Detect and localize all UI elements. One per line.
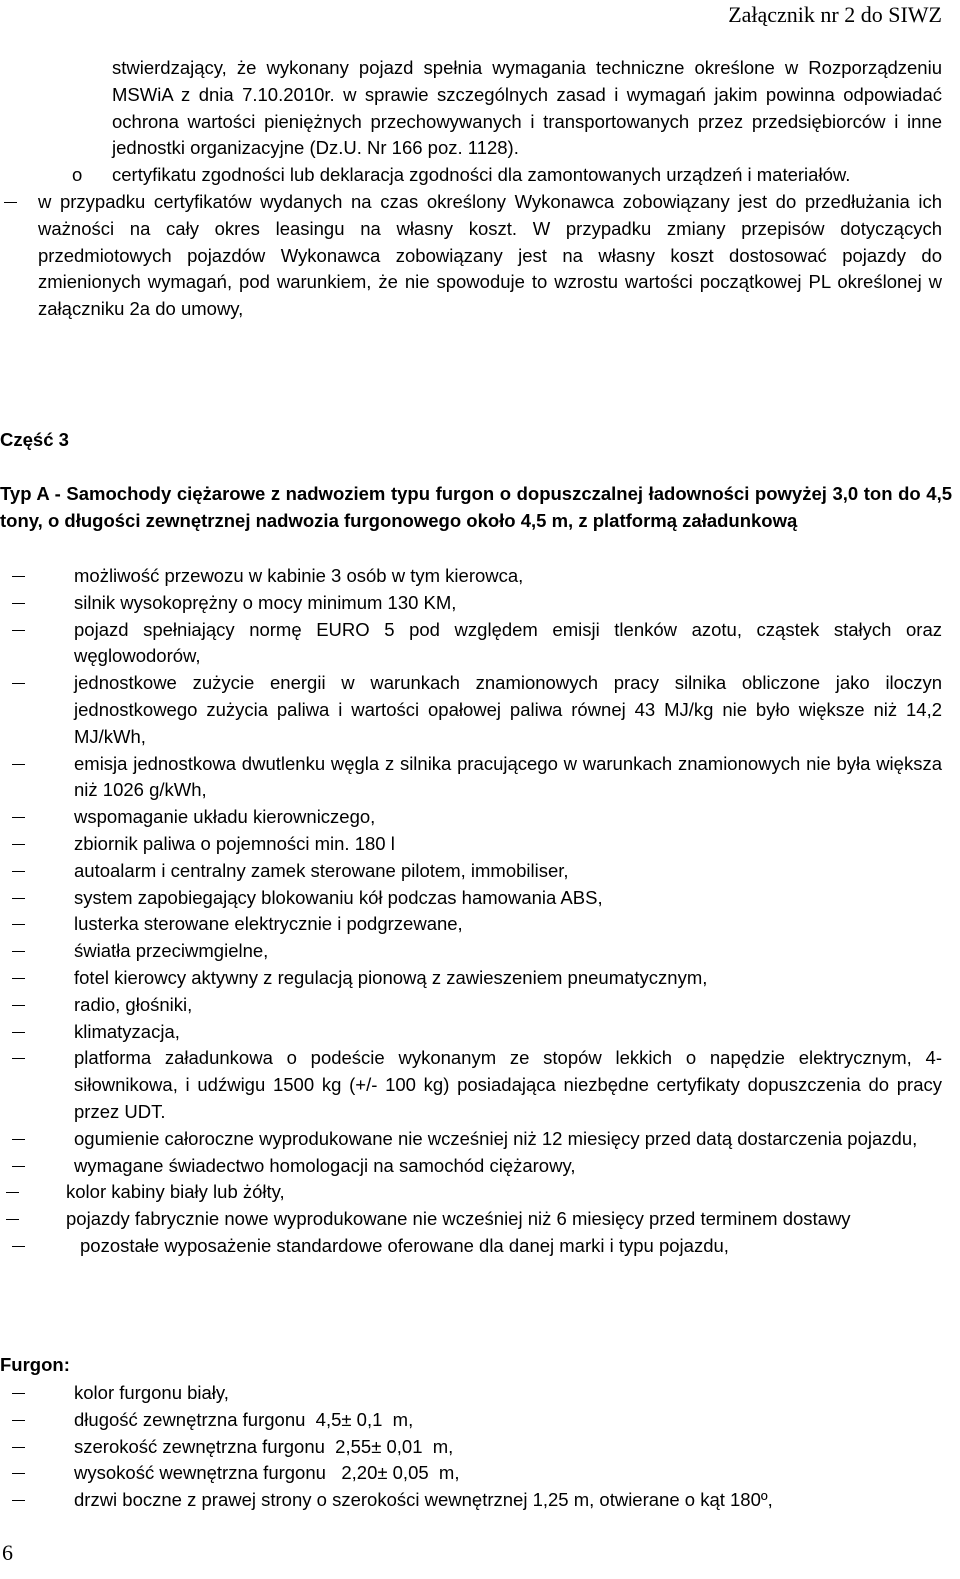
list-item bbox=[74, 992, 942, 1019]
dash-marker bbox=[12, 603, 25, 604]
list-item-text: radio, głośniki, bbox=[74, 993, 193, 1015]
list-item-text: lusterka sterowane elektrycznie i podgrzewane, bbox=[74, 913, 463, 935]
dash-marker bbox=[12, 924, 25, 925]
dash-marker bbox=[6, 1192, 19, 1193]
list-item bbox=[74, 831, 942, 858]
dash-marker bbox=[12, 871, 25, 872]
list-item-text: emisja jednostkowa dwutlenku węgla z silnika pracującego w warunkach znamionowych nie była większa niż 1026 g/kWh, bbox=[74, 752, 942, 801]
page-number: 6 bbox=[2, 1540, 13, 1565]
list-item-text: wysokość wewnętrzna furgonu 2,20± 0,05 m, bbox=[74, 1462, 460, 1484]
dash-marker bbox=[12, 844, 25, 845]
list-item bbox=[74, 1126, 942, 1153]
list-item-text: system zapobiegający blokowaniu kół podczas hamowania ABS, bbox=[74, 886, 603, 908]
list-item bbox=[74, 1045, 942, 1125]
dash-marker bbox=[4, 202, 17, 203]
dash-marker bbox=[12, 1058, 25, 1059]
dash-marker bbox=[12, 978, 25, 979]
furgon-heading: Furgon: bbox=[0, 1354, 70, 1375]
document-header: Załącznik nr 2 do SIWZ bbox=[728, 2, 942, 27]
dash-marker bbox=[12, 1393, 25, 1394]
dash-marker bbox=[6, 1219, 19, 1220]
list-item bbox=[74, 1153, 942, 1180]
dash-marker bbox=[12, 1473, 25, 1474]
previous-section bbox=[0, 55, 960, 323]
dash-list-item bbox=[38, 189, 942, 323]
list-item bbox=[74, 590, 942, 617]
list-item bbox=[74, 1460, 942, 1487]
list-item bbox=[74, 938, 942, 965]
list-item-text: wspomaganie układu kierowniczego, bbox=[74, 806, 376, 828]
list-item bbox=[66, 1206, 952, 1233]
list-item bbox=[74, 1434, 942, 1461]
dash-marker bbox=[12, 1420, 25, 1421]
list-item-text: szerokość zewnętrzna furgonu 2,55± 0,01 m, bbox=[74, 1435, 454, 1457]
list-item bbox=[74, 804, 942, 831]
dash-marker bbox=[12, 1005, 25, 1006]
dash-marker bbox=[12, 898, 25, 899]
list-item bbox=[74, 1407, 942, 1434]
part-title: Część 3 bbox=[0, 429, 69, 450]
list-item bbox=[74, 885, 942, 912]
list-item bbox=[80, 1233, 952, 1260]
list-item bbox=[74, 617, 942, 671]
dash-marker bbox=[12, 951, 25, 952]
list-item-text: fotel kierowcy aktywny z regulacją pionową z zawieszeniem pneumatycznym, bbox=[74, 966, 708, 988]
bullet-item-text: certyfikatu zgodności lub deklaracja zgodności dla zamontowanych urządzeń i materiałów. bbox=[112, 164, 851, 186]
dash-marker bbox=[12, 1447, 25, 1448]
list-item-text: silnik wysokoprężny o mocy minimum 130 KM, bbox=[74, 591, 457, 613]
dash-marker bbox=[12, 1032, 25, 1033]
dash-item-text: w przypadku certyfikatów wydanych na czas określony Wykonawca zobowiązany jest do przedłużania ich ważności na cały okres leasingu na własny koszt. W przypadku zmiany przepisów dotyczących przedmiotowych pojazdów Wykonawca zobowiązany jest na własny koszt dostosować pojazdy do zmienionych wymagań, pod warunkiem, że nie spowoduje to wzrostu wartości początkowej PL określonej w załączniku 2a do umowy, bbox=[38, 190, 942, 320]
dash-marker bbox=[12, 630, 25, 631]
dash-marker bbox=[12, 764, 25, 765]
dash-marker bbox=[12, 1500, 25, 1501]
list-item-text: drzwi boczne z prawej strony o szerokości wewnętrznej 1,25 m, otwierane o kąt 180º, bbox=[74, 1489, 773, 1511]
list-item bbox=[74, 965, 942, 992]
list-item-text: zbiornik paliwa o pojemności min. 180 l bbox=[74, 832, 395, 854]
list-item-text: światła przeciwmgielne, bbox=[74, 940, 269, 962]
bullet-marker: o bbox=[72, 164, 83, 186]
dash-marker bbox=[12, 683, 25, 684]
list-item-text: jednostkowe zużycie energii w warunkach znamionowych pracy silnika obliczone jako iloczyn jednostkowego zużycia paliwa i wartości opałowej paliwa równej 43 MJ/kg nie było większe niż 14,2 MJ/kWh, bbox=[74, 672, 942, 747]
type-heading: Typ A - Samochody ciężarowe z nadwoziem typu furgon o dopuszczalnej ładowności powyżej 3,0 ton do 4,5 tony, o długości zewnętrznej nadwozia furgonowego około 4,5 m, z platformą załadunkową bbox=[0, 483, 952, 531]
list-item-text: kolor furgonu biały, bbox=[74, 1382, 229, 1403]
list-item bbox=[74, 858, 942, 885]
requirements-list bbox=[0, 563, 960, 1260]
list-item bbox=[74, 1380, 942, 1407]
list-item-text: autoalarm i centralny zamek sterowane pilotem, immobiliser, bbox=[74, 859, 569, 881]
list-item-text: klimatyzacja, bbox=[74, 1020, 180, 1042]
list-item-text: wymagane świadectwo homologacji na samochód ciężarowy, bbox=[74, 1154, 576, 1176]
list-item bbox=[74, 751, 942, 805]
list-item-text: kolor kabiny biały lub żółty, bbox=[66, 1181, 285, 1203]
list-item-text: platforma załadunkowa o podeście wykonanym ze stopów lekkich o napędzie elektrycznym, 4-siłownikowa, i udźwigu 1500 kg (+/- 100 kg) posiadająca niezbędne certyfikaty dopuszczenia do pracy przez UDT. bbox=[74, 1047, 942, 1122]
list-item bbox=[74, 1487, 942, 1514]
list-item-text: długość zewnętrzna furgonu 4,5± 0,1 m, bbox=[74, 1408, 414, 1430]
list-item-text: pojazdy fabrycznie nowe wyprodukowane nie wcześniej niż 6 miesięcy przed terminem dostawy bbox=[66, 1208, 851, 1230]
bullet-item bbox=[72, 162, 942, 189]
list-item-text: pojazd spełniający normę EURO 5 pod względem emisji tlenków azotu, cząstek stałych oraz węglowodorów, bbox=[74, 618, 942, 667]
furgon-list bbox=[0, 1380, 960, 1514]
dash-marker bbox=[12, 1166, 25, 1167]
list-item-text: ogumienie całoroczne wyprodukowane nie wcześniej niż 12 miesięcy przed datą dostarczenia pojazdu, bbox=[74, 1127, 918, 1149]
list-item bbox=[74, 563, 942, 590]
list-item-text: możliwość przewozu w kabinie 3 osób w tym kierowca, bbox=[74, 565, 524, 586]
dash-marker bbox=[12, 576, 25, 577]
list-item-text: pozostałe wyposażenie standardowe oferowane dla danej marki i typu pojazdu, bbox=[80, 1234, 729, 1256]
dash-marker bbox=[12, 1139, 25, 1140]
list-item bbox=[74, 911, 942, 938]
dash-marker bbox=[12, 817, 25, 818]
requirement-paragraph: stwierdzający, że wykonany pojazd spełnia wymagania techniczne określone w Rozporządzeniu MSWiA z dnia 7.10.2010r. w sprawie szczególnych zasad i wymagań jakim powinna odpowiadać ochrona wartości pieniężnych przechowywanych i transportowanych przez przedsiębiorców i inne jednostki organizacyjne (Dz.U. Nr 166 poz. 1128). bbox=[112, 57, 942, 159]
dash-marker bbox=[12, 1246, 25, 1247]
list-item bbox=[74, 1019, 942, 1046]
list-item bbox=[66, 1179, 952, 1206]
list-item bbox=[74, 670, 942, 750]
